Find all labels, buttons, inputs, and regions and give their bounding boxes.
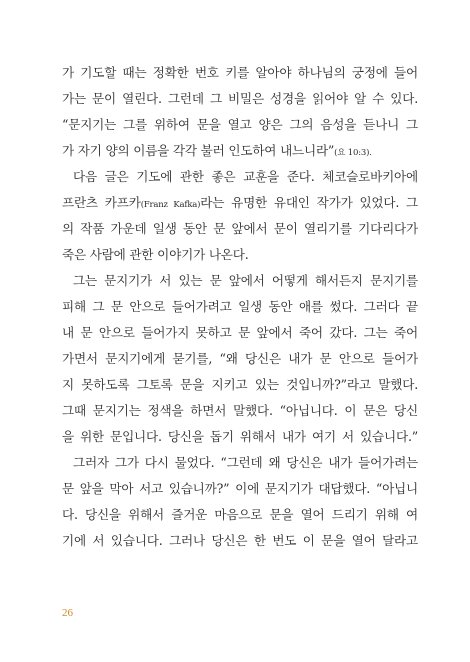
- paragraph-first-line: 다음 글은 기도에 관한 좋은 교훈을 준다. 체코슬로바키아에: [73, 169, 418, 184]
- text-line: 다. 당신을 위해서 즐거운 마음으로 문을 열어 드리기 위해 여: [62, 507, 418, 522]
- text-line: 을 위한 문입니다. 당신을 돕기 위해서 내가 여기 서 있습니다.”: [62, 429, 418, 444]
- body-text: [62, 60, 418, 554]
- text-line: 그때 문지기는 정색을 하면서 말했다. “아닙니다. 이 문은 당신: [62, 403, 418, 418]
- text-span: 가 자기 양의 이름을 각각 불러 인도하여 내느니라”: [62, 143, 335, 158]
- paragraph-first-line: 그러자 그가 다시 물었다. “그런데 왜 당신은 내가 들어가려는: [73, 455, 418, 470]
- text-line: 죽은 사람에 관한 이야기가 나온다.: [62, 247, 249, 262]
- text-line: 가면서 문지기에게 묻기를, “왜 당신은 내가 문 안으로 들어가: [62, 351, 418, 366]
- text-line: 가 기도할 때는 정확한 번호 키를 알아야 하나님의 궁정에 들어: [62, 65, 418, 80]
- text-line: 피해 그 문 안으로 들어가려고 일생 동안 애를 썼다. 그러다 끝: [62, 299, 418, 314]
- text-span: 프란츠 카프카: [62, 195, 141, 210]
- text-line: 문 앞을 막아 서고 있습니까?” 이에 문지기가 대답했다. “아닙니: [62, 481, 418, 496]
- text-line: 가는 문이 열린다. 그런데 그 비밀은 성경을 읽어야 알 수 있다.: [62, 91, 418, 106]
- text-line: 지 못하도록 그토록 문을 지키고 있는 것입니까?”라고 말했다.: [62, 377, 418, 392]
- author-original-name: (Franz Kafka): [140, 200, 201, 210]
- text-span: 라는 유명한 유대인 작가가 있었다. 그: [200, 195, 418, 210]
- text-line: 의 작품 가운데 일생 동안 문 앞에서 문이 열리기를 기다리다가: [62, 221, 418, 236]
- text-line: “문지기는 그를 위하여 문을 열고 양은 그의 음성을 듣나니 그: [62, 117, 418, 132]
- page-number: 26: [62, 607, 73, 619]
- paragraph-first-line: 그는 문지기가 서 있는 문 앞에서 어떻게 해서든지 문지기를: [73, 273, 418, 288]
- text-line: [62, 190, 418, 216]
- bible-reference: (요 10:3).: [334, 148, 372, 158]
- text-line: 기에 서 있습니다. 그러나 당신은 한 번도 이 문을 열어 달라고: [62, 533, 418, 548]
- text-line: [62, 138, 418, 164]
- text-line: 내 문 안으로 들어가지 못하고 문 앞에서 죽어 갔다. 그는 죽어: [62, 325, 418, 340]
